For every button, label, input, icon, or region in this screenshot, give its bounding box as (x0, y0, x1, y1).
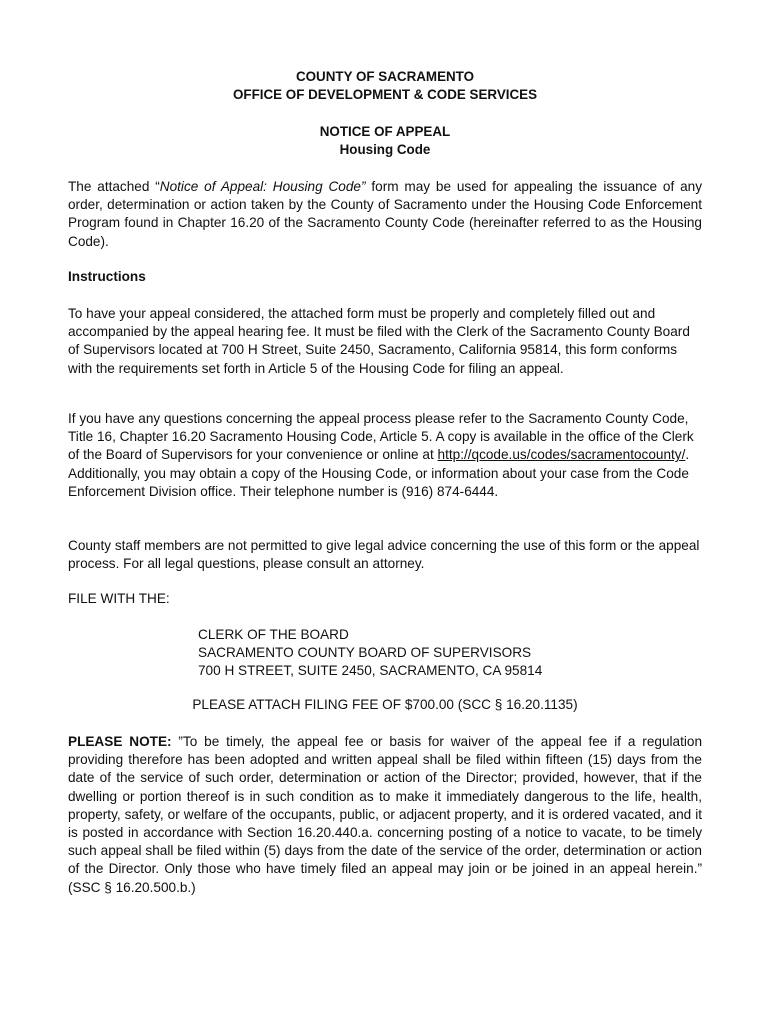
office-name: OFFICE OF DEVELOPMENT & CODE SERVICES (232, 87, 538, 103)
filing-recipient: CLERK OF THE BOARD (198, 627, 349, 642)
instructions-paragraph-1: To have your appeal considered, the attached form must be properly and completely filled out and accompanied by the appeal hearing fee. It must be filed with the Clerk of the Sacramento County Board of Supervisors located at 700 H Street, Suite 2450, Sacramento, California 95814, this form conforms with the requirements set forth in Article 5 of the Housing Code for filing an appeal. (68, 306, 690, 376)
document-header (0, 68, 770, 105)
please-note-label: PLEASE NOTE: (68, 734, 172, 749)
file-with-label: FILE WITH THE: (68, 591, 170, 606)
notice-title-block (0, 123, 770, 160)
filing-street-address: 700 H STREET, SUITE 2450, SACRAMENTO, CA 95814 (198, 663, 543, 679)
please-note-paragraph (68, 733, 702, 897)
intro-text-after: form may be used for appealing the issuance of any order, determination or action taken by the County of Sacramento under the Housing Code Enforcement Program found in Chapter 16.20 of the Sacramento County Code (hereinafter referred to as the Housing Code). (68, 179, 702, 249)
sacramento-code-link[interactable]: http://qcode.us/codes/sacramentocounty/ (437, 447, 686, 463)
instructions-paragraph-2 (68, 410, 702, 501)
filing-board-name: SACRAMENTO COUNTY BOARD OF SUPERVISORS (198, 645, 532, 661)
filing-address-block (198, 626, 698, 681)
notice-title: NOTICE OF APPEAL (319, 124, 451, 139)
para2-text-after: . Additionally, you may obtain a copy of the Housing Code, or information about your case from the Code Enforcement Division office. Their telephone number is (916) 874-6444. (68, 447, 690, 499)
filing-fee-notice: PLEASE ATTACH FILING FEE OF $700.00 (SCC § 16.20.1135) (192, 697, 578, 712)
intro-paragraph (68, 178, 702, 251)
legal-advice-paragraph: County staff members are not permitted to give legal advice concerning the use of this form or the appeal process. For all legal questions, please consult an attorney. (68, 538, 700, 572)
intro-text-before: The attached “ (68, 179, 160, 194)
notice-subtitle: Housing Code (339, 142, 431, 158)
intro-form-title: Notice of Appeal: Housing Code” (159, 179, 366, 194)
instructions-heading: Instructions (68, 269, 146, 284)
county-name: COUNTY OF SACRAMENTO (295, 69, 475, 84)
please-note-text: ”To be timely, the appeal fee or basis for waiver of the appeal fee if a regulation providing therefore has been adopted and written appeal shall be filed within fifteen (15) days from the date of the service of such order, determination or action of the Director; provided, however, that if the dwelling or portion thereof is in such condition as to make it immediately dangerous to the life, health, property, safety, or welfare of the occupants, public, or adjacent property, and it is ordered vacated, and it is posted in accordance with Section 16.20.440.a. concerning posting of a notice to vacate, to be timely such appeal shall be filed within (5) days from the date of the service of the order, determination or action of the Director. Only those who have timely filed an appeal may join or be joined in an appeal herein.” (SSC § 16.20.500.b.) (68, 734, 703, 895)
para2-text-before: If you have any questions concerning the appeal process please refer to the Sacramento County Code, Title 16, Chapter 16.20 Sacramento Housing Code, Article 5. A copy is available in the office of the Clerk of the Board of Supervisors for your convenience or online at (68, 411, 694, 463)
